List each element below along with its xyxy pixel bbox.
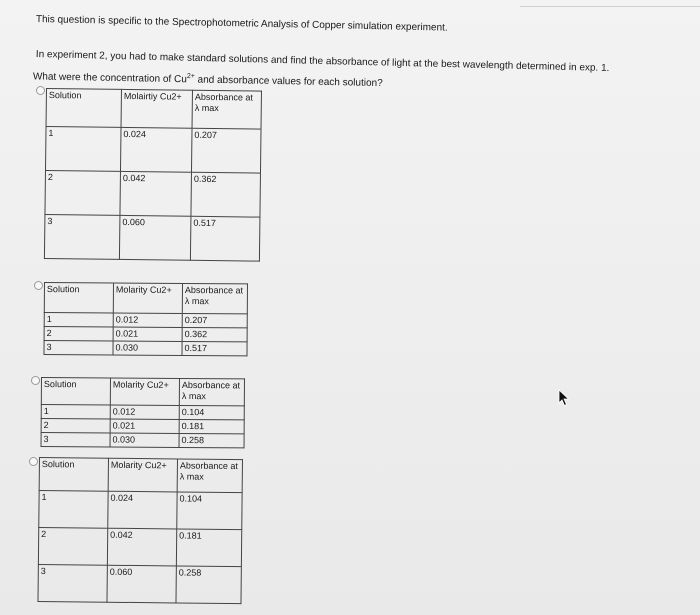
cell-solution: 1 [45, 127, 121, 172]
cell-absorbance: 0.181 [179, 419, 244, 433]
table-header-row [46, 89, 261, 130]
cell-solution: 3 [44, 341, 113, 355]
table-row [39, 491, 242, 530]
option-b-radio[interactable] [34, 281, 43, 290]
table-row [38, 528, 241, 567]
header-absorbance: Absorbance at λ max [192, 90, 261, 129]
cell-molarity: 0.024 [120, 127, 192, 172]
divider [520, 6, 700, 7]
option-d-radio[interactable] [29, 457, 38, 466]
cell-absorbance: 0.362 [182, 327, 247, 341]
cell-absorbance: 0.104 [177, 492, 242, 530]
header-absorbance: Absorbance at λ max [182, 283, 247, 313]
cell-absorbance: 0.104 [179, 405, 244, 419]
header-absorbance: Absorbance at λ max [179, 378, 244, 405]
table-header-row [44, 283, 247, 314]
option-a-table[interactable] [44, 88, 262, 262]
cell-solution: 1 [44, 313, 113, 327]
option-c-radio[interactable] [31, 376, 40, 385]
table-row [44, 214, 260, 261]
cell-molarity: 0.060 [119, 215, 191, 260]
cell-molarity: 0.042 [120, 171, 192, 216]
table-row [44, 313, 247, 328]
header-solution: Solution [44, 283, 113, 313]
question-experiment-text: In experiment 2, you had to make standard solutions and find the absorbance of light at the best wavelength determined in exp. 1. [35, 49, 610, 75]
cell-absorbance: 0.517 [190, 216, 260, 261]
option-d-table[interactable] [37, 457, 243, 604]
table-row [41, 433, 244, 448]
cell-solution: 2 [45, 170, 121, 215]
cell-molarity: 0.024 [108, 491, 177, 529]
cell-absorbance: 0.362 [191, 172, 261, 217]
table-row [44, 341, 247, 356]
option-c-table[interactable] [41, 377, 245, 448]
header-solution: Solution [41, 378, 110, 405]
table-row [38, 564, 241, 603]
cell-molarity: 0.060 [107, 565, 176, 603]
cell-solution: 1 [41, 405, 110, 419]
cell-molarity: 0.021 [110, 419, 179, 433]
option-a-radio[interactable] [36, 86, 45, 95]
header-solution: Solution [46, 89, 121, 128]
cell-molarity: 0.012 [113, 313, 182, 327]
table-header-row [39, 458, 242, 493]
header-absorbance: Absorbance at λ max [177, 459, 242, 493]
cell-absorbance: 0.181 [176, 529, 241, 567]
cell-molarity: 0.021 [113, 327, 182, 341]
cell-solution: 3 [38, 564, 107, 602]
header-solution: Solution [39, 458, 108, 492]
table-row [41, 405, 244, 420]
cell-molarity: 0.012 [110, 405, 179, 419]
table-row [41, 419, 244, 434]
table-row [44, 327, 247, 342]
cell-molarity: 0.030 [110, 433, 179, 447]
cell-solution: 2 [38, 528, 107, 566]
header-molarity: Molarity Cu2+ [110, 378, 179, 405]
table-row [45, 127, 261, 174]
cell-absorbance: 0.517 [182, 341, 247, 355]
question-prompt [33, 70, 383, 89]
question-prompt-pre: What were the concentration of Cu [32, 71, 187, 86]
option-b-table[interactable] [43, 282, 248, 356]
table-header-row [41, 378, 244, 406]
header-molarity: Molairtiy Cu2+ [121, 89, 192, 128]
cell-absorbance: 0.258 [176, 566, 241, 604]
cell-absorbance: 0.207 [191, 128, 261, 173]
header-molarity: Molarity Cu2+ [108, 458, 177, 492]
cell-solution: 2 [41, 419, 110, 433]
header-molarity: Molarity Cu2+ [113, 283, 182, 313]
cell-absorbance: 0.258 [179, 433, 244, 447]
cell-solution: 2 [44, 327, 113, 341]
cell-molarity: 0.030 [113, 341, 182, 355]
cell-solution: 3 [44, 214, 120, 259]
cell-solution: 1 [39, 491, 108, 529]
question-prompt-sup: 2+ [186, 72, 195, 81]
mouse-pointer-icon [558, 389, 570, 407]
table-row [45, 170, 261, 217]
cell-solution: 3 [41, 433, 110, 447]
question-intro: This question is specific to the Spectrophotometric Analysis of Copper simulation experiment. [35, 14, 448, 34]
question-prompt-post: and absorbance values for each solution? [194, 74, 383, 90]
cell-absorbance: 0.207 [182, 313, 247, 327]
cell-molarity: 0.042 [107, 528, 176, 566]
